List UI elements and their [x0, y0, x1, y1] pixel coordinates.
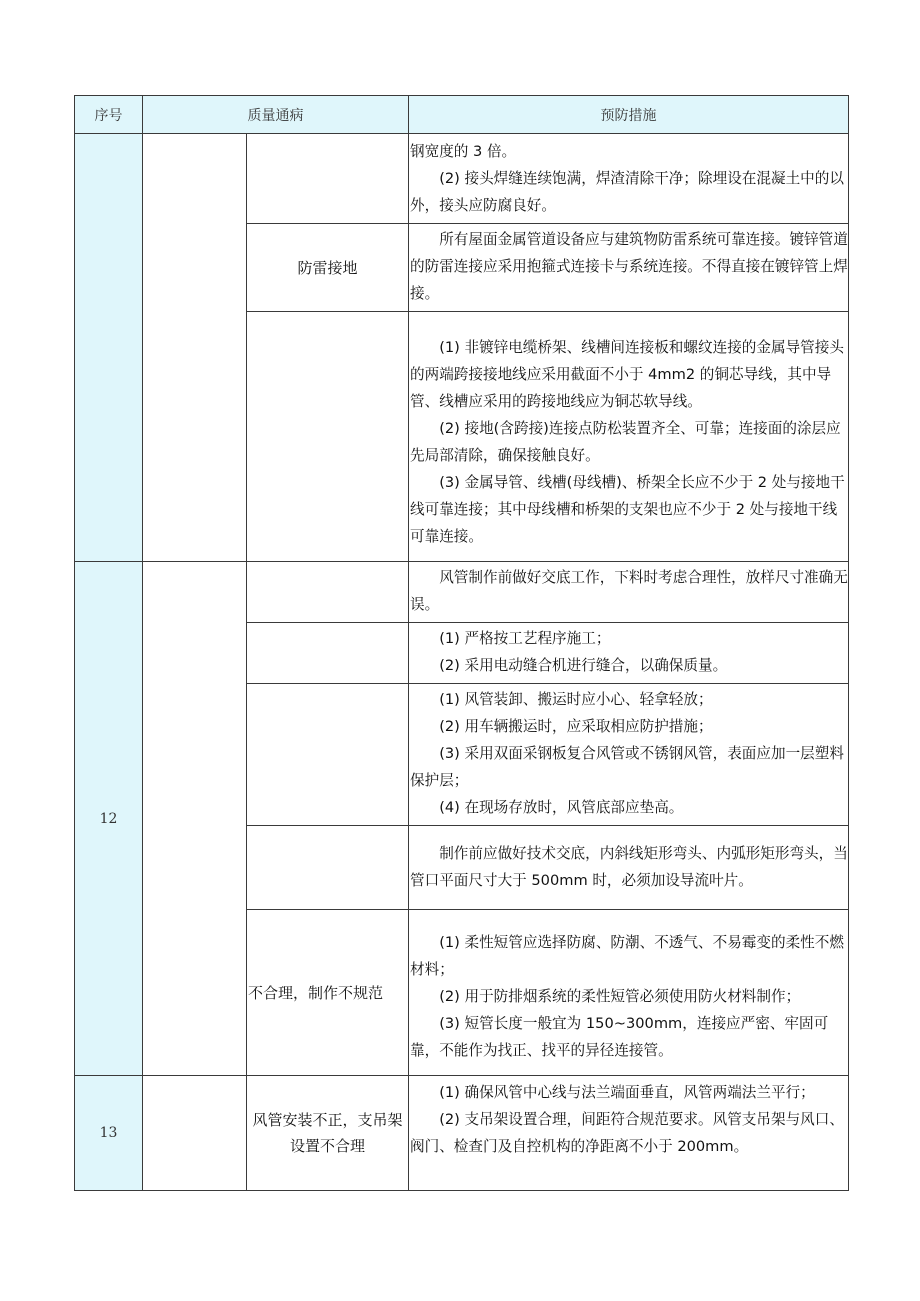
table-row	[75, 562, 849, 623]
measure-text: (1) 柔性短管应选择防腐、防潮、不透气、不易霉变的柔性不燃材料；	[410, 934, 844, 978]
measures-cell	[409, 224, 849, 312]
issue-cell	[247, 684, 409, 826]
measure-text: 钢宽度的 3 倍。	[410, 143, 517, 160]
seq-cell: 13	[75, 1076, 143, 1191]
measure-text: (3) 采用双面采钢板复合风管或不锈钢风管，表面应加一层塑料保护层；	[410, 745, 844, 789]
seq-cell: 12	[75, 562, 143, 1076]
header-issue: 质量通病	[143, 96, 409, 134]
measure-text: (2) 接地(含跨接)连接点防松装置齐全、可靠；连接面的涂层应先局部清除，确保接触良好。	[410, 419, 841, 464]
measure-text: 制作前应做好技术交底，内斜线矩形弯头、内弧形矩形弯头，当管口平面尺寸大于 500mm 时，必须加设导流叶片。	[410, 844, 848, 889]
measures-cell	[409, 910, 849, 1076]
seq-cell-continued	[75, 134, 143, 562]
measure-text: (2) 接头焊缝连续饱满，焊渣清除干净；除埋设在混凝土中的以外，接头应防腐良好。	[410, 170, 844, 214]
measure-text: 风管制作前做好交底工作，下料时考虑合理性，放样尺寸准确无误。	[410, 569, 848, 613]
measure-text: (1) 严格按工艺程序施工；	[439, 630, 611, 647]
measure-text: (2) 用于防排烟系统的柔性短管必须使用防火材料制作；	[439, 988, 801, 1005]
measures-cell	[409, 134, 849, 224]
measure-text: (3) 金属导管、线槽(母线槽)、桥架全长应不少于 2 处与接地干线可靠连接；其中母线槽和桥架的支架也应不少于 2 处与接地干线可靠连接。	[410, 473, 845, 545]
measures-cell	[409, 826, 849, 910]
measure-text: 所有屋面金属管道设备应与建筑物防雷系统可靠连接。镀锌管道的防雷连接应采用抱箍式连接卡与系统连接。不得直接在镀锌管上焊接。	[410, 231, 848, 302]
header-row	[75, 96, 849, 134]
issue-cell	[247, 134, 409, 224]
measure-text: (1) 非镀锌电缆桥架、线槽间连接板和螺纹连接的金属导管接头的两端跨接接地线应采用截面不小于 4mm2 的铜芯导线，其中导管、线槽应采用的跨接地线应为铜芯软导线。	[410, 338, 844, 410]
issue-cell	[247, 562, 409, 623]
category-cell	[143, 562, 247, 1076]
measures-cell	[409, 562, 849, 623]
measure-text: (2) 用车辆搬运时，应采取相应防护措施；	[439, 718, 713, 735]
measures-cell	[409, 312, 849, 562]
header-measures: 预防措施	[409, 96, 849, 134]
issue-cell	[247, 312, 409, 562]
measures-cell	[409, 684, 849, 826]
measure-text: (4) 在现场存放时，风管底部应垫高。	[439, 799, 684, 816]
issue-cell: 防雷接地	[247, 224, 409, 312]
table-row	[75, 134, 849, 224]
measure-text: (2) 采用电动缝合机进行缝合，以确保质量。	[439, 657, 728, 674]
measure-text: (1) 风管装卸、搬运时应小心、轻拿轻放；	[439, 691, 713, 708]
category-cell	[143, 1076, 247, 1191]
table-row	[75, 1076, 849, 1191]
measure-text: (1) 确保风管中心线与法兰端面垂直，风管两端法兰平行；	[439, 1084, 815, 1101]
header-seq: 序号	[75, 96, 143, 134]
issue-cell: 风管安装不正，支吊架设置不合理	[247, 1076, 409, 1191]
issue-cell: 不合理，制作不规范	[247, 910, 409, 1076]
quality-issues-table	[74, 95, 849, 1191]
measures-cell	[409, 623, 849, 684]
measure-text: (2) 支吊架设置合理，间距符合规范要求。风管支吊架与风口、阀门、检查门及自控机构的净距离不小于 200mm。	[410, 1111, 844, 1155]
issue-cell	[247, 623, 409, 684]
measure-text: (3) 短管长度一般宜为 150~300mm，连接应严密、牢固可靠，不能作为找正、找平的异径连接管。	[410, 1015, 829, 1059]
issue-cell	[247, 826, 409, 910]
measures-cell	[409, 1076, 849, 1191]
category-cell	[143, 134, 247, 562]
